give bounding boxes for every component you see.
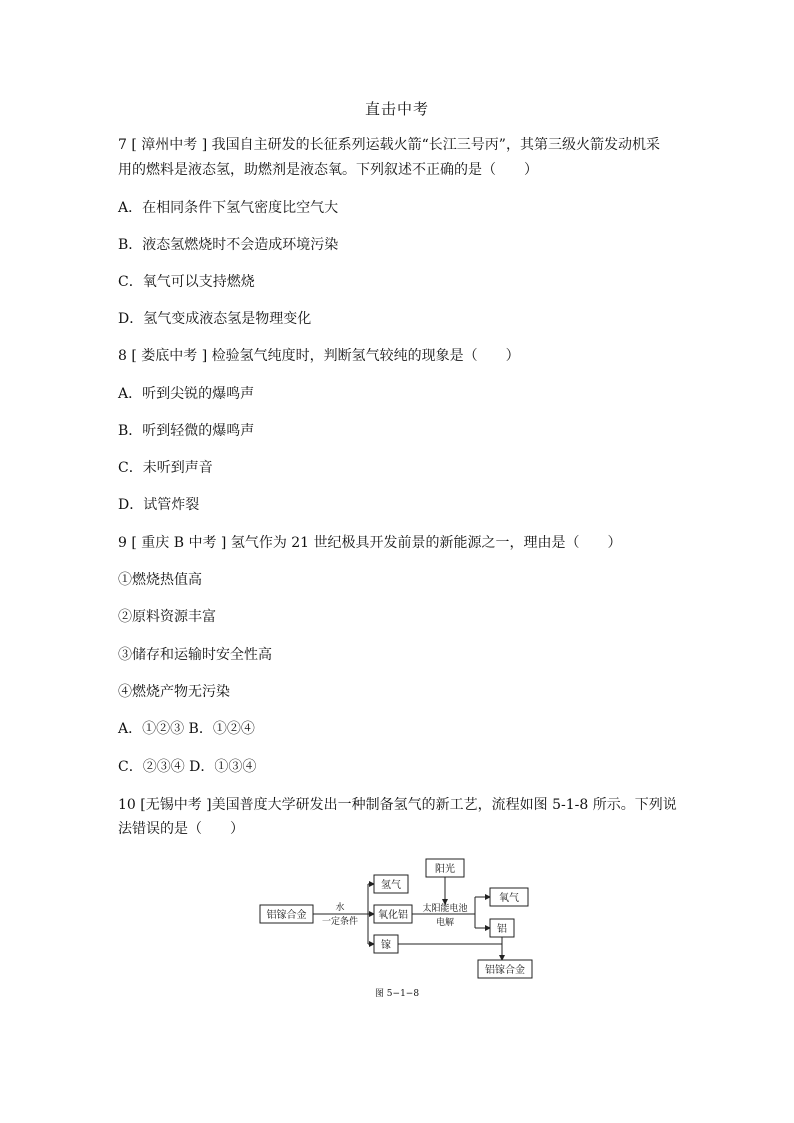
electrolysis-bottom-label: 电解	[435, 918, 455, 928]
reaction-top-label: 水	[335, 903, 345, 913]
q9-statement-1: ①燃烧热值高	[118, 572, 202, 588]
alumina-label: 氧化铝	[378, 910, 408, 921]
q8-option-a: A．听到尖锐的爆鸣声	[118, 386, 255, 402]
q7-option-b: B．液态氢燃烧时不会造成环境污染	[118, 237, 339, 253]
aluminum-label: 铝	[497, 924, 507, 935]
q9-options-line1: A．①②③ B．①②④	[118, 721, 255, 737]
q8-option-d: D．试管炸裂	[118, 497, 200, 513]
process-flow-diagram	[250, 852, 550, 1002]
q9-statement-2: ②原料资源丰富	[118, 609, 216, 625]
electrolysis-top-label: 太阳能电池	[422, 904, 468, 914]
oxygen-label: 氧气	[499, 893, 519, 904]
hydrogen-label: 氢气	[381, 880, 401, 891]
q8-option-c: C．未听到声音	[118, 460, 213, 476]
q7-stem-line1: 7 [ 漳州中考 ] 我国自主研发的长征系列运载火箭“长江三号丙”，其第三级火箭发动机采	[118, 137, 660, 153]
q7-stem-line2: 用的燃料是液态氢，助燃剂是液态氧。下列叙述不正确的是（ ）	[118, 162, 538, 178]
gallium-label: 镓	[381, 940, 391, 951]
q9-statement-3: ③储存和运输时安全性高	[118, 647, 272, 663]
q7-option-d: D．氢气变成液态氢是物理变化	[118, 311, 312, 327]
section-title: 直击中考	[364, 100, 429, 118]
q7-option-c: C．氧气可以支持燃烧	[118, 274, 255, 290]
reaction-bottom-label: 一定条件	[321, 917, 359, 927]
q9-options-line2: C．②③④ D．①③④	[118, 759, 257, 775]
q8-stem: 8 [ 娄底中考 ] 检验氢气纯度时，判断氢气较纯的现象是（ ）	[118, 348, 520, 364]
start-alloy-label: 铝镓合金	[266, 910, 307, 921]
q8-option-b: B．听到轻微的爆鸣声	[118, 423, 255, 439]
end-alloy-label: 铝镓合金	[485, 965, 525, 976]
sunlight-label: 阳光	[435, 864, 455, 875]
q9-stem: 9 [ 重庆 B 中考 ] 氢气作为 21 世纪极具开发前景的新能源之一，理由是（ ）	[118, 535, 622, 551]
q10-stem-line2: 法错误的是（ ）	[118, 821, 244, 837]
figure-caption: 图 5−1−8	[374, 989, 420, 999]
q10-stem-line1: 10 [无锡中考 ]美国普度大学研发出一种制备氢气的新工艺，流程如图 5-1-8 所示。下列说	[118, 797, 677, 813]
q7-option-a: A．在相同条件下氢气密度比空气大	[118, 200, 339, 216]
q9-statement-4: ④燃烧产物无污染	[118, 684, 230, 700]
